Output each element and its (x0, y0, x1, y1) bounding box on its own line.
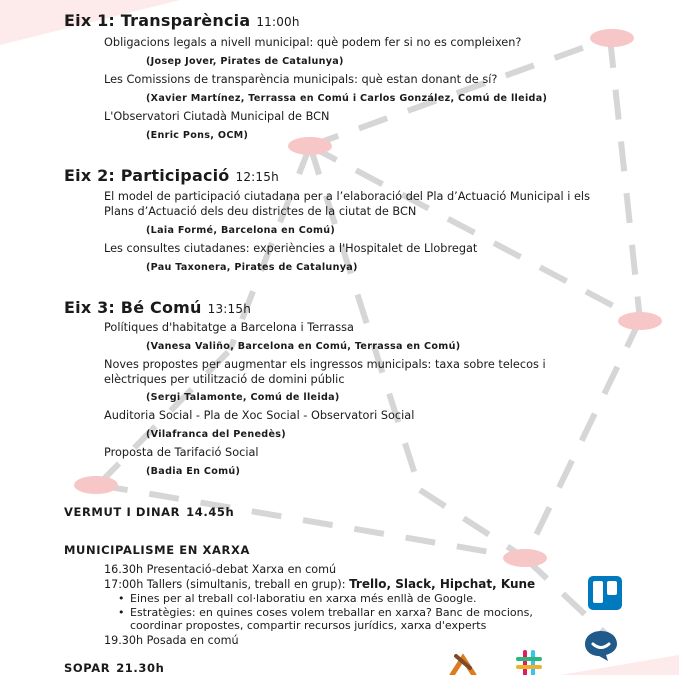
talk-speaker: (Laia Formé, Barcelona en Comú) (146, 225, 336, 236)
talk-speaker: (Vanesa Valiño, Barcelona en Comú, Terrassa en Comú) (146, 341, 461, 352)
eix2-title: Eix 2: Participació (64, 166, 230, 185)
talk-speaker: (Xavier Martínez, Terrassa en Comú i Carlos González, Comú de lleida) (146, 93, 548, 104)
talk-speaker: (Sergi Talamonte, Comú de lleida) (146, 392, 340, 403)
bullet-item (118, 606, 570, 632)
schedule-line-tallers (104, 577, 535, 592)
sopar-label: SOPAR (64, 661, 111, 675)
bullet-icon: • (118, 606, 125, 619)
sopar-time: 21.30h (116, 661, 165, 675)
schedule-line: 16.30h Presentació-debat Xarxa en comú (104, 563, 337, 576)
trello-icon (588, 576, 622, 610)
talk-title: Auditoria Social - Pla de Xoc Social - Observatori Social (104, 409, 415, 422)
vermut-heading (64, 505, 234, 519)
hipchat-icon (584, 630, 618, 662)
tallers-prefix: 17:00h Tallers (simultanis, treball en grup): (104, 578, 350, 591)
vermut-label: VERMUT I DINAR (64, 505, 181, 519)
bullet-text: Eines per al treball col·laboratiu en xarxa més enllà de Google. (130, 592, 477, 605)
tallers-tools: Trello, Slack, Hipchat, Kune (349, 577, 536, 591)
talk-speaker: (Enric Pons, OCM) (146, 130, 249, 141)
talk-speaker: (Badia En Comú) (146, 466, 241, 477)
talk-title: L'Observatori Ciutadà Municipal de BCN (104, 110, 330, 123)
eix1-time: 11:00h (256, 15, 300, 29)
bullet-item (118, 592, 570, 605)
sopar-heading (64, 661, 164, 675)
municipalisme-title: MUNICIPALISME EN XARXA (64, 543, 250, 557)
eix3-time: 13:15h (207, 302, 252, 316)
talk-title: Obligacions legals a nivell municipal: què podem fer si no es compleixen? (104, 36, 522, 49)
talk-title: Les Comissions de transparència municipals: què estan donant de sí? (104, 73, 498, 86)
talk-title: El model de participació ciutadana per a l’elaboració del Pla d’Actuació Municipal i els Plans d’Actuació dels deu districtes de la ciutat de BCN (104, 190, 590, 218)
eix3-heading (64, 298, 251, 317)
talk-title: Proposta de Tarifació Social (104, 446, 259, 459)
bullet-icon: • (118, 592, 125, 605)
talk-title: Les consultes ciutadanes: experiències a l'Hospitalet de Llobregat (104, 242, 478, 255)
talk-title: Noves propostes per augmentar els ingressos municipals: taxa sobre telecos i elèctriques per utilització de domini públic (104, 358, 546, 386)
talk-speaker: (Pau Taxonera, Pirates de Catalunya) (146, 262, 358, 273)
talk-speaker: (Josep Jover, Pirates de Catalunya) (146, 56, 344, 67)
schedule-line: 19.30h Posada en comú (104, 634, 239, 647)
eix2-time: 12:15h (235, 170, 279, 184)
eix3-title: Eix 3: Bé Comú (64, 298, 202, 317)
vermut-time: 14.45h (186, 505, 235, 519)
talk-speaker: (Vilafranca del Penedès) (146, 429, 286, 440)
bullet-text: Estratègies: en quines coses volem treballar en xarxa? Banc de mocions, coordinar propostes, compartir recursos jurídics, xarxa d'experts (130, 606, 533, 632)
eix2-heading (64, 166, 279, 185)
eix1-heading (64, 11, 300, 30)
kune-icon (448, 652, 478, 675)
slack-icon (514, 648, 544, 675)
eix1-title: Eix 1: Transparència (64, 11, 251, 30)
talk-title: Polítiques d'habitatge a Barcelona i Terrassa (104, 321, 354, 334)
